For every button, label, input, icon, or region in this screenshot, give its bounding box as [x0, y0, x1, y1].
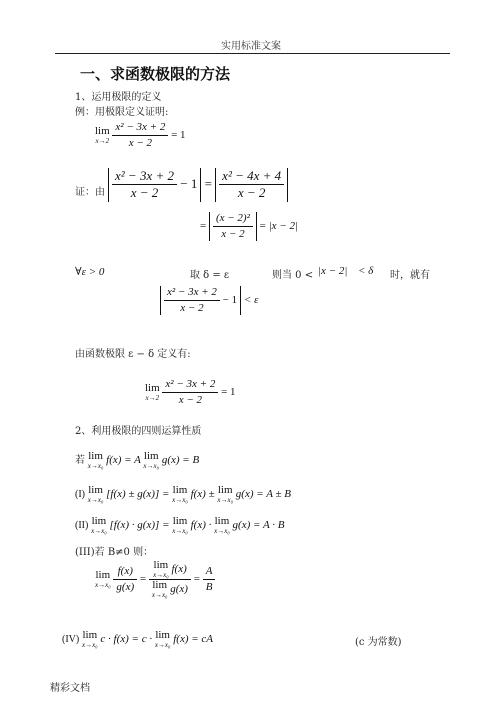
limit-statement [95, 121, 186, 150]
item1-title: 1、运用极限的定义 [75, 92, 162, 103]
abs-expression-3: $\frac{\text{(x − 2)²}}{x - 2}$ [209, 212, 257, 241]
if-line: 若 lim x→x₀ f(x) = A lim x→x₀ g(x) = B [75, 450, 200, 470]
abs-expression-2: $\frac{\text{x² − 4x + 4}}{x - 2}$ [215, 168, 288, 202]
when-text: 则当 0 < [272, 270, 314, 281]
abs-x-minus-2: |x − 2| [318, 265, 348, 277]
less-than-delta: < δ [358, 265, 374, 277]
conclusion-text: 由函数极限 ε − δ 定义有: [75, 349, 191, 360]
fraction: $\frac{\text{x² − 3x + 2}}{x - 2}$ [112, 121, 168, 150]
rule-iii-label: (III)若 B≠0 则： [75, 547, 154, 558]
equals-one: = 1 [171, 129, 186, 142]
rule-ii: (II) lim x→x₀ [f(x) · g(x)] = lim x→x₀ f(x) · lim x→x₀ g(x) = A · B [75, 515, 285, 535]
rule-iv-note: (c 为常数) [355, 637, 402, 648]
forall-epsilon: ∀ε > 0 [75, 266, 105, 278]
then-text: 时，就有 [390, 270, 430, 281]
page-footer: 精彩文档 [50, 683, 90, 694]
header-rule [55, 53, 450, 54]
item2-title: 2、利用极限的四则运算性质 [75, 426, 202, 437]
rule-iv: (IV) lim x→x₀ c · f(x) = c · lim x→x₀ f(x) = cA [62, 629, 214, 649]
page-header: 实用标准文案 [221, 41, 281, 52]
proof-expression: $\frac{\text{x² − 3x + 2}}{x - 2}$ − 1 = $\frac{\text{x² − 4x + 4}}{x - 2}$ [108, 168, 288, 202]
limit-conclusion: lim x→2 $\frac{\text{x² − 3x + 2}}{x - 2}$ = 1 [145, 378, 236, 406]
section-title: 一、求函数极限的方法 [80, 65, 231, 83]
rule-iii: lim x→x₀ $\frac{f(x)}{g(x)}$ = lim x→x₀ f(x) lim x→x₀ g(x) = $\frac{A}{B}$ [95, 560, 215, 599]
lim-operator: lim x→2 [95, 125, 110, 146]
proof-continuation: = $\frac{\text{(x − 2)²}}{x - 2}$ = |x − 2| [200, 212, 298, 240]
abs-expression: $\frac{\text{x² − 3x + 2}}{x - 2}$ − 1 [108, 168, 201, 202]
epsilon-inequality: $\frac{\text{x² − 3x + 2}}{x - 2}$ − 1 < ε [160, 286, 258, 315]
proof-prefix: 证：由 [75, 187, 105, 198]
example-line: 例：用极限定义证明: [75, 107, 169, 118]
take-delta: 取 δ = ε [190, 270, 230, 281]
rule-i: (I) lim x→x₀ [f(x) ± g(x)] = lim x→x₀ f(x) ± lim x→x₀ g(x) = A ± B [75, 484, 291, 504]
